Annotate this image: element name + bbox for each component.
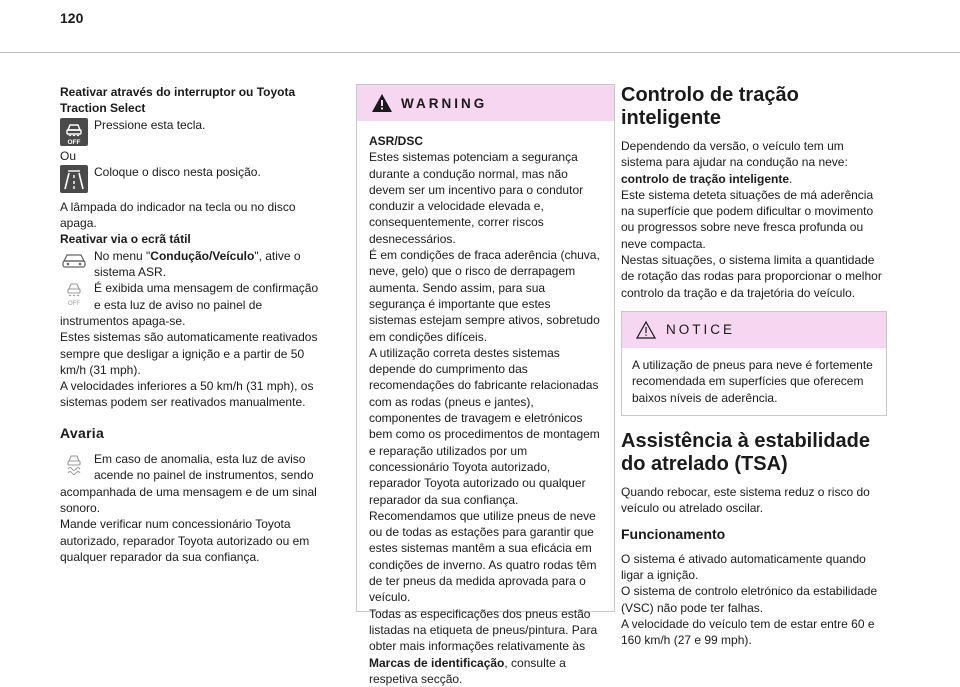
avaria-text: Em caso de anomalia, esta luz de aviso acende no painel de instrumentos, sendo <box>94 452 314 483</box>
page-number: 120 <box>60 10 84 26</box>
dial-row <box>60 164 322 193</box>
identification-link: Marcas de identificação <box>369 655 505 670</box>
warning-body <box>357 121 614 687</box>
warning-heading: ASR/DSC <box>369 134 424 148</box>
warning-p1: Estes sistemas potenciam a segurança durante a condução normal, mas não devem ser um incentivo para o condutor conduzir a velocidade elevada e, consequentemente, correr riscos desnecessários. <box>369 150 584 246</box>
menu-pre: No menu " <box>94 248 151 263</box>
notice-box <box>621 311 887 416</box>
traction-heading: Controlo de tração inteligente <box>621 84 799 129</box>
warning-p5 <box>369 606 601 687</box>
tsa-heading: Assistência à estabilidade do atrelado (TSA) <box>621 429 871 475</box>
reactivate-switch-heading: Reativar através do interruptor ou Toyota Traction Select <box>60 85 296 116</box>
notice-text: A utilização de pneus para neve é fortemente recomendada em superfícies que oferecem baixos níveis de aderência. <box>632 357 873 405</box>
manual-reactivate-text: A velocidades inferiores a 50 km/h (31 mph), os sistemas podem ser reativados manualmente. <box>60 379 314 410</box>
warning-triangle-icon <box>371 93 393 113</box>
road-dial-icon <box>60 165 88 193</box>
warning-label: WARNING <box>401 95 488 111</box>
warning-header <box>357 85 614 121</box>
menu-bold: Condução/Veículo <box>150 248 255 263</box>
menu-row <box>60 248 322 281</box>
traction-p2: Este sistema deteta situações de má aderência na superfície que podem dificultar o movimento ou progressos sobre neve fresca profunda ou neve compacta. <box>621 187 874 251</box>
warning-p2: É em condições de fraca aderência (chuva, neve, gelo) que o risco de derrapagem aumenta. Sendo assim, para sua segurança é importante que estes sistemas estejam sempre ativos, sobretudo em condições difíceis. <box>369 248 600 344</box>
verify-text: Mande verificar num concessionário Toyota autorizado, reparador Toyota autorizado ou em qualquer reparador da sua confiança. <box>60 517 310 564</box>
tsa-p1: Quando rebocar, este sistema reduz o risco do veículo ou atrelado oscilar. <box>621 484 870 516</box>
header-divider <box>0 52 960 53</box>
traction-off-warning-icon <box>60 280 88 306</box>
avaria-row <box>60 451 322 484</box>
avaria-continued: acompanhada de uma mensagem e de um sinal sonoro. <box>60 484 317 515</box>
notice-triangle-icon <box>636 321 656 339</box>
press-key-row <box>60 117 322 146</box>
warning-p3: A utilização correta destes sistemas depende do cumprimento das recomendações do fabricante relacionadas com as rodas (pneus e jantes), componentes de travagem e eletrónicos bem como os procedimentos de montagem e reparação utilizados por um concessionário Toyota autorizado, reparador Toyota autorizado ou qualquer reparador da sua confiança. <box>369 345 600 507</box>
confirm-text: É exibida uma mensagem de confirmação e esta luz de aviso no painel de <box>94 281 319 312</box>
traction-p1-end: . <box>789 171 793 186</box>
lamp-off-text: A lâmpada do indicador na tecla ou no disco apaga. <box>60 199 296 231</box>
warning-p4: Recomendamos que utilize pneus de neve ou de todas as estações para garantir que estes sistemas mantêm a sua eficácia em condições de inverno. As quatro rodas têm de ter pneus da medida aprovada para o veículo. <box>369 508 597 605</box>
off-label: OFF <box>67 138 81 146</box>
func-p2: O sistema de controlo eletrónico da estabilidade (VSC) não pode ter falhas. <box>621 584 878 615</box>
auto-reactivate-text: Estes sistemas são automaticamente reativados sempre que desligar a ignição e a partir de 50 km/h (31 mph). <box>60 330 318 377</box>
left-column <box>60 84 322 565</box>
warning-box <box>356 84 615 686</box>
traction-p3: Nestas situações, o sistema limita a quantidade de rotação das rodas para proporcionar o melhor controlo da tração e da trajetória do veículo. <box>621 253 882 300</box>
menu-post: ", ative o sistema ASR. <box>94 248 301 280</box>
traction-off-icon <box>60 118 88 146</box>
func-p3: A velocidade do veículo tem de estar entre 60 e 160 km/h (27 e 99 mph). <box>621 616 875 648</box>
touchscreen-heading: Reativar via o ecrã tátil <box>60 232 191 247</box>
traction-warning-icon <box>60 451 88 477</box>
off-warning-label: OFF <box>68 301 80 308</box>
func-p1: O sistema é ativado automaticamente quando ligar a ignição. <box>621 551 866 583</box>
notice-label: NOTICE <box>666 321 736 337</box>
dial-text: Coloque o disco nesta posição. <box>94 164 261 179</box>
confirm-row <box>60 280 322 313</box>
warning-p5-post: , consulte a respetiva secção. <box>369 655 566 686</box>
funcionamento-heading: Funcionamento <box>621 526 726 543</box>
menu-instruction <box>94 248 322 281</box>
traction-p1 <box>621 138 887 187</box>
traction-p1-pre: Dependendo da versão, o veículo tem um sistema para ajudar na condução na neve: <box>621 139 848 170</box>
notice-header <box>622 312 886 348</box>
right-column <box>621 84 887 649</box>
traction-p1-bold: controlo de tração inteligente <box>621 171 790 186</box>
confirm-continued: instrumentos apaga-se. <box>60 313 186 328</box>
car-menu-icon <box>60 248 88 274</box>
warning-p5-pre: Todas as especificações dos pneus estão listadas na etiqueta de pneus/pintura. Para obter mais informações relativamente às <box>369 606 598 654</box>
press-key-text: Pressione esta tecla. <box>94 117 206 132</box>
avaria-heading: Avaria <box>60 424 105 441</box>
or-text: Ou <box>60 148 77 163</box>
